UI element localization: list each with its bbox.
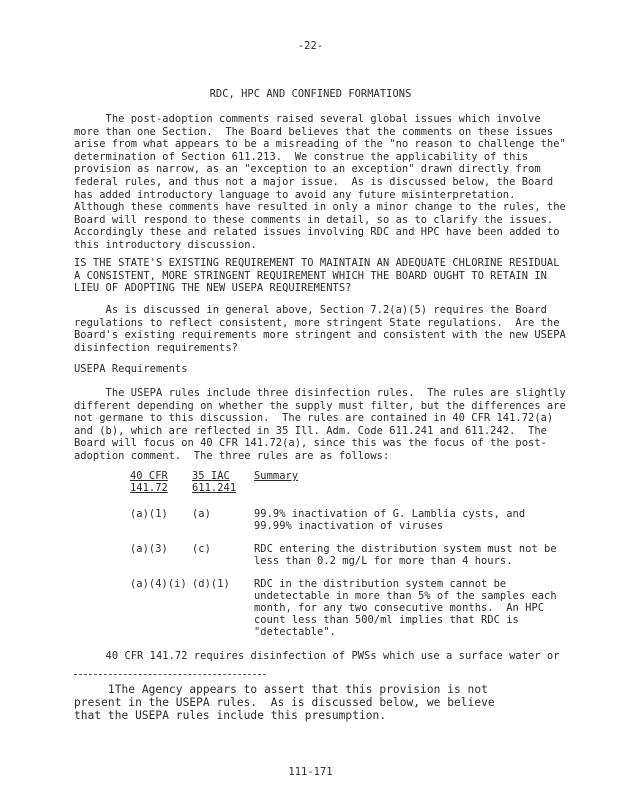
text-line: more than one Section. The Board believes that the comments on these issues [74,125,554,138]
row-summary-line: "detectable". [254,626,336,638]
text-line: federal rules, and thus not a major issue. As is discussed below, the Board [74,175,554,188]
row-summary-line: 99.99% inactivation of viruses [254,520,444,532]
row-iac: (d)(1) [192,578,230,590]
text-line: and (b), which are reflected in 35 Ill. Adm. Code 611.241 and 611.242. The [74,424,547,437]
row-summary-line: month, for any two consecutive months. An HPC [254,602,545,614]
row-summary-line: 99.9% inactivation of G. Lamblia cysts, and [254,508,526,520]
header-iac-section: 611.241 [192,482,237,494]
question-line: IS THE STATE'S EXISTING REQUIREMENT TO MAINTAIN AN ADEQUATE CHLORINE RESIDUAL [74,257,560,269]
row-cfr: (a)(1) [130,508,168,520]
row-cfr: (a)(3) [130,543,168,555]
row-summary-line: RDC in the distribution system cannot be [254,578,507,590]
text-line: arise from what appears to be a misreading of the "no reason to challenge the" [74,138,566,151]
text-line: Board will respond to these comments in detail, so as to clarify the issues. [74,213,554,226]
subsection-label: USEPA Requirements [74,363,188,375]
footnote [74,683,554,722]
text-line: has added introductory language to avoid any future misinterpretation. [74,188,516,201]
header-summary: Summary [254,470,299,482]
header-cfr: 40 CFR [130,470,168,482]
text-line: Board's existing requirements more stringent and consistent with the new USEPA [74,329,566,342]
row-summary-line: less than 0.2 mg/L for more than 4 hours. [254,555,513,567]
row-iac: (c) [192,543,211,555]
discussion-paragraph [74,304,566,354]
text-line: disinfection requirements? [74,341,238,354]
text-line: different depending on whether the supply must filter, but the differences are [74,399,566,412]
row-summary-line: undetectable in more than 5% of the samples each [254,590,557,602]
issue-question [74,257,560,295]
row-cfr: (a)(4)(i) [130,578,187,590]
footnote-line: 1The Agency appears to assert that this provision is not [74,683,488,696]
section-heading: RDC, HPC AND CONFINED FORMATIONS [209,88,412,100]
row-summary-line: RDC entering the distribution system must not be [254,543,557,555]
text-line: The USEPA rules include three disinfection rules. The rules are slightly [74,387,566,399]
text-line: Although these comments have resulted in only a minor change to the rules, the [74,201,566,214]
row-iac: (a) [192,508,211,520]
text-line: adoption comment. The three rules are as follows: [74,449,390,462]
footnote-line: present in the USEPA rules. As is discussed below, we believe [74,696,495,709]
intro-paragraph [74,113,566,252]
text-line: regulations to reflect consistent, more stringent State regulations. Are the [74,316,560,329]
text-line: not germane to this discussion. The rules are contained in 40 CFR 141.72(a) [74,412,554,425]
question-line: LIEU OF ADOPTING THE NEW USEPA REQUIREMENTS? [74,282,352,295]
page-number: -22- [297,40,324,52]
text-line: this introductory discussion. [74,238,257,251]
header-cfr-section: 141.72 [130,482,168,494]
footnote-divider [74,674,266,675]
text-line: Board will focus on 40 CFR 141.72(a), since this was the focus of the post- [74,437,547,450]
header-iac: 35 IAC [192,470,230,482]
text-line: determination of Section 611.213. We construe the applicability of this [74,150,529,163]
row-summary-line: count less than 500/ml implies that RDC is [254,614,519,626]
question-line: A CONSISTENT, MORE STRINGENT REQUIREMENT WHICH THE BOARD OUGHT TO RETAIN IN [74,269,547,282]
text-line: Accordingly these and related issues involving RDC and HPC have been added to [74,226,560,239]
footnote-line: that the USEPA rules include this presumption. [74,709,387,722]
usepa-paragraph [74,387,566,463]
continuation-line: 40 CFR 141.72 requires disinfection of PWSs which use a surface water or [74,650,560,662]
text-line: provision as narrow, as an "exception to an exception" drawn directly from [74,163,541,176]
text-line: As is discussed in general above, Section 7.2(a)(5) requires the Board [74,304,547,316]
text-line: The post-adoption comments raised several global issues which involve [74,113,541,125]
page-footer-number: 111-171 [288,766,333,778]
